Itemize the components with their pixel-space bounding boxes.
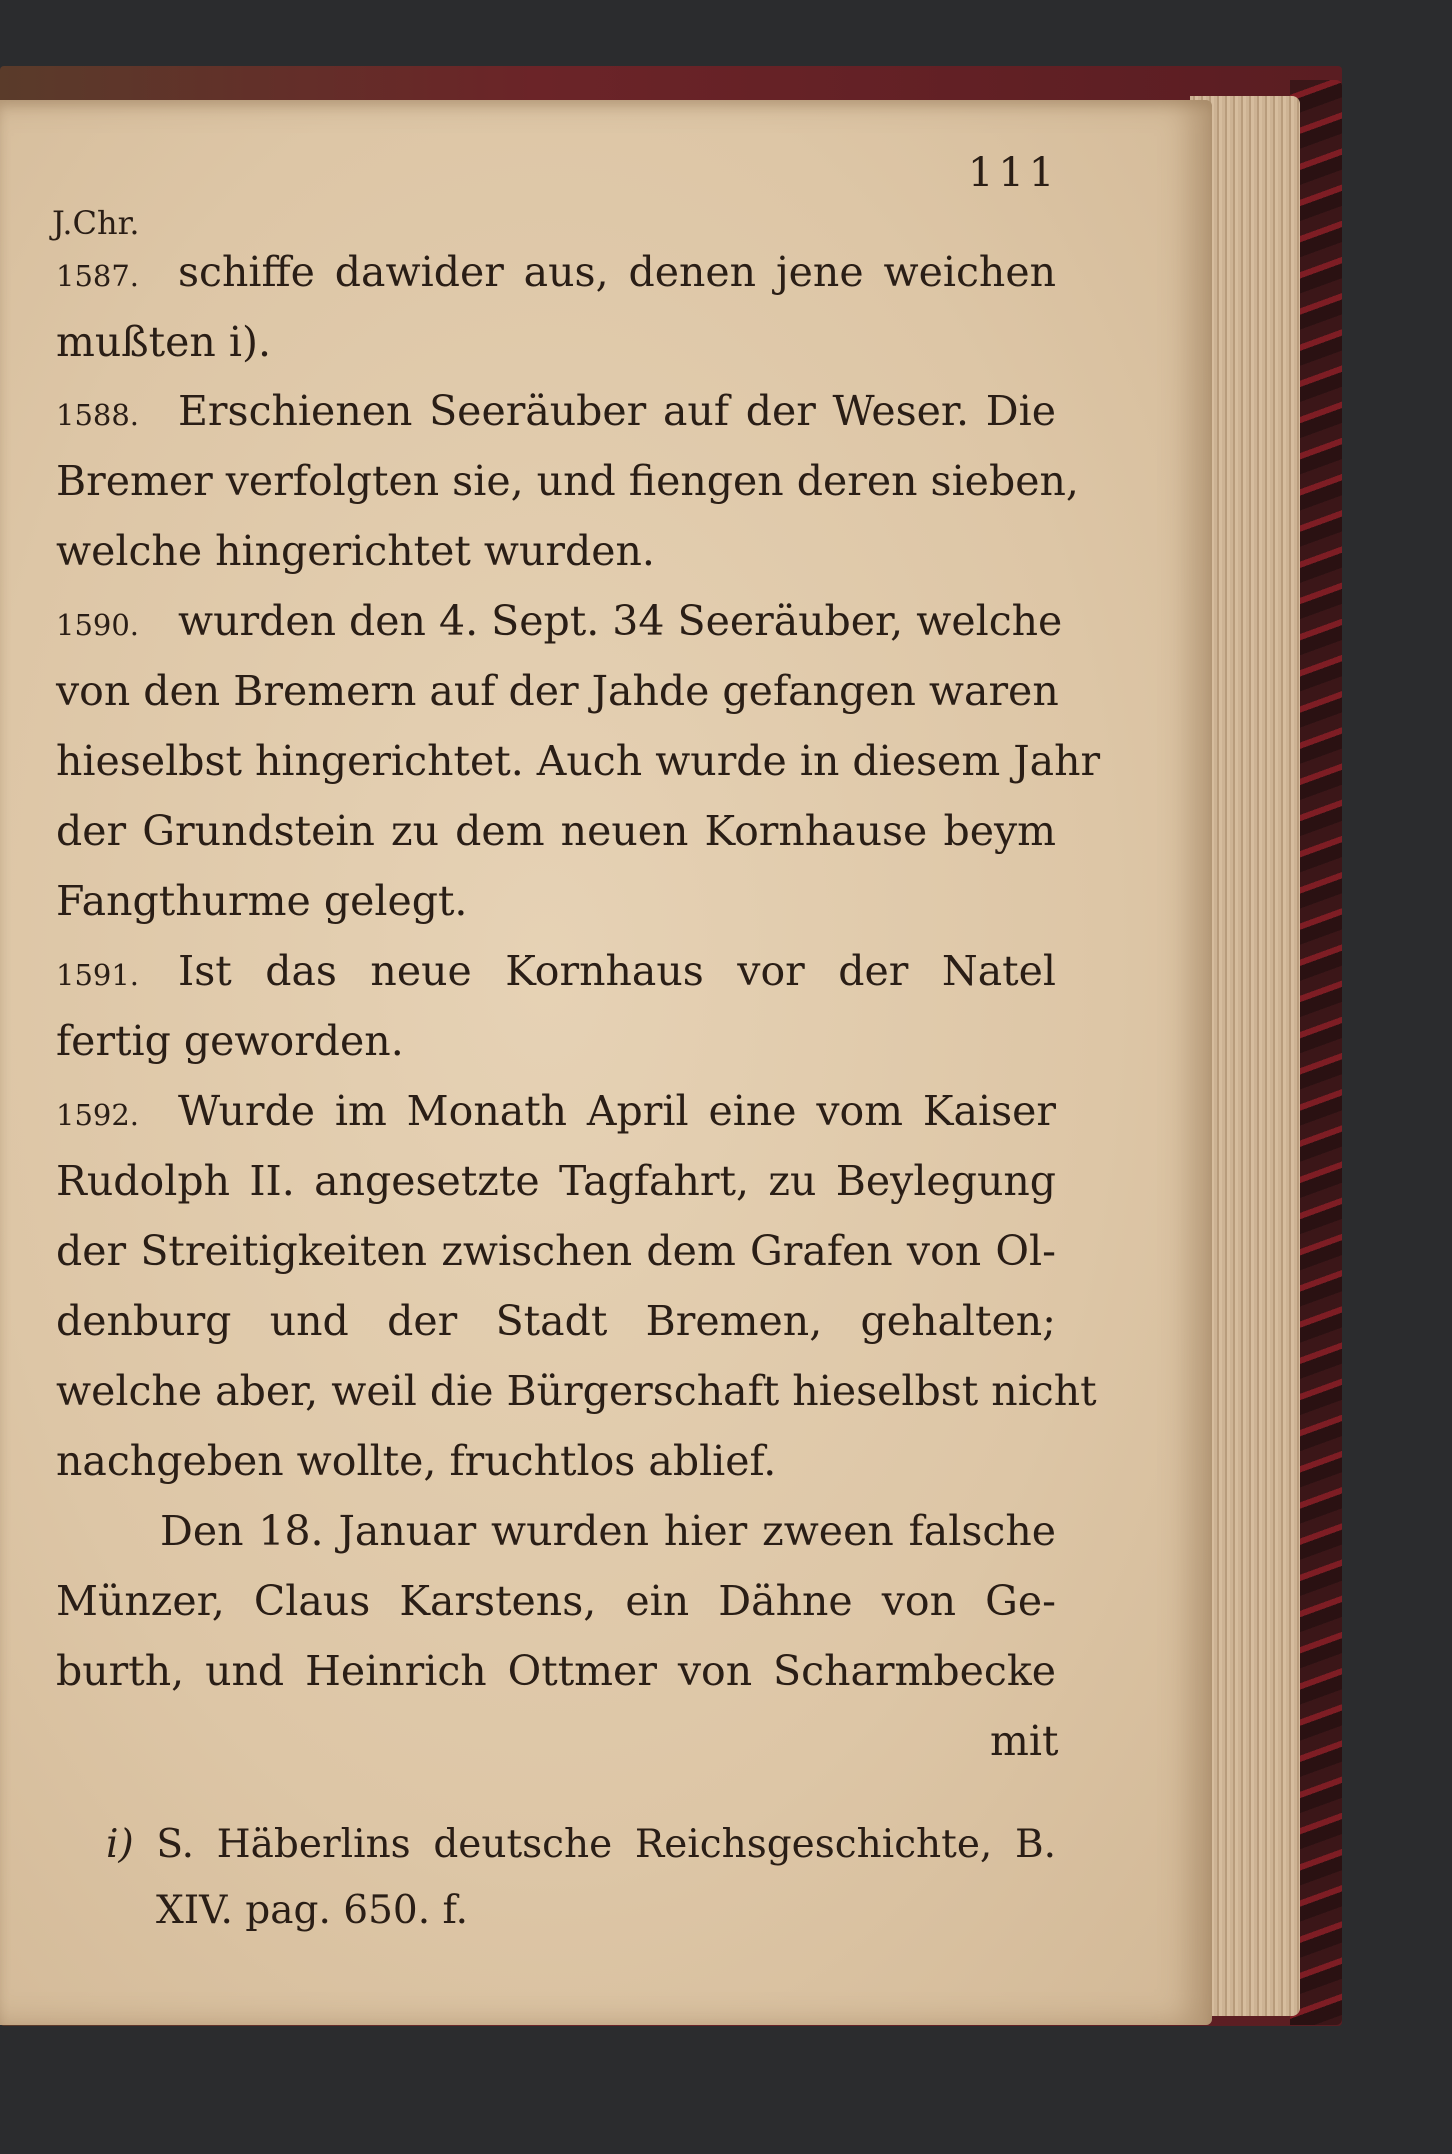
entry-text: Erschienen Seeräuber auf der Weser. Die <box>178 387 1056 435</box>
entry-text: von den Bremern auf der Jahde gefangen waren <box>56 667 1059 715</box>
entry-year: 1592. <box>56 1098 140 1132</box>
entry-text: wurden den 4. Sept. 34 Seeräuber, welche <box>178 597 1063 645</box>
footnote-text: S. Häberlins deutsche Reichsgeschichte, B. <box>156 1822 1056 1867</box>
footnote-line: XIV. pag. 650. f. <box>156 1888 468 1933</box>
entry-line <box>56 667 1059 715</box>
entry-year: 1587. <box>56 259 140 293</box>
entry-text: denburg und der Stadt Bremen, gehalten; <box>56 1297 1056 1345</box>
entry-text: fertig geworden. <box>56 1017 404 1065</box>
entry-text: Ist das neue Kornhaus vor der Natel <box>178 947 1056 995</box>
catchword: mit <box>990 1717 1059 1765</box>
entry-text: nachgeben wollte, fruchtlos ablief. <box>56 1437 777 1485</box>
entry-line <box>56 1437 1056 1485</box>
entry-line <box>56 597 1063 649</box>
entry-year: 1591. <box>56 958 140 992</box>
page-content <box>0 100 1212 2025</box>
entry-text: welche hingerichtet wurden. <box>56 527 655 575</box>
paragraph-line: burth, und Heinrich Ottmer von Scharmbecke <box>56 1647 1056 1695</box>
entry-text: Rudolph II. angesetzte Tagfahrt, zu Beylegung <box>56 1157 1056 1205</box>
entry-text: Fangthurme gelegt. <box>56 877 468 925</box>
paragraph-line: Münzer, Claus Karstens, ein Dähne von Ge- <box>56 1577 1056 1625</box>
entry-line <box>56 877 1056 925</box>
entry-text: Wurde im Monath April eine vom Kaiser <box>178 1087 1056 1135</box>
entry-line <box>56 807 1056 855</box>
paragraph-line: Den 18. Januar wurden hier zween falsche <box>160 1507 1056 1555</box>
entry-line <box>56 947 1056 999</box>
entry-text: Bremer verfolgten sie, und fiengen deren sieben, <box>56 457 1079 505</box>
entry-text: hieselbst hingerichtet. Auch wurde in diesem Jahr <box>56 737 1101 785</box>
footnote-marker: i) <box>106 1822 134 1867</box>
entry-text: schiffe dawider aus, denen jene weichen <box>178 248 1056 296</box>
entry-line <box>56 737 1101 785</box>
entry-line <box>56 248 1056 300</box>
entry-line <box>56 527 1056 575</box>
entry-text: der Streitigkeiten zwischen dem Grafen von Ol- <box>56 1227 1056 1275</box>
era-label: J.Chr. <box>52 204 140 242</box>
entry-line <box>56 1227 1056 1275</box>
footnote-line <box>106 1822 1056 1868</box>
entry-line <box>56 1157 1056 1205</box>
entry-line <box>56 1297 1056 1345</box>
entry-text: welche aber, weil die Bürgerschaft hieselbst nicht <box>56 1367 1097 1415</box>
entry-line <box>56 1017 1056 1065</box>
entry-text: mußten i). <box>56 318 271 366</box>
entry-line <box>56 1367 1097 1415</box>
entry-line <box>56 387 1056 439</box>
book-page <box>0 100 1212 2025</box>
page-number: 111 <box>968 150 1060 196</box>
entry-line <box>56 318 1056 366</box>
entry-year: 1590. <box>56 608 140 642</box>
entry-year: 1588. <box>56 398 140 432</box>
entry-text: der Grundstein zu dem neuen Kornhause beym <box>56 807 1056 855</box>
entry-line <box>56 457 1079 505</box>
entry-line <box>56 1087 1056 1139</box>
